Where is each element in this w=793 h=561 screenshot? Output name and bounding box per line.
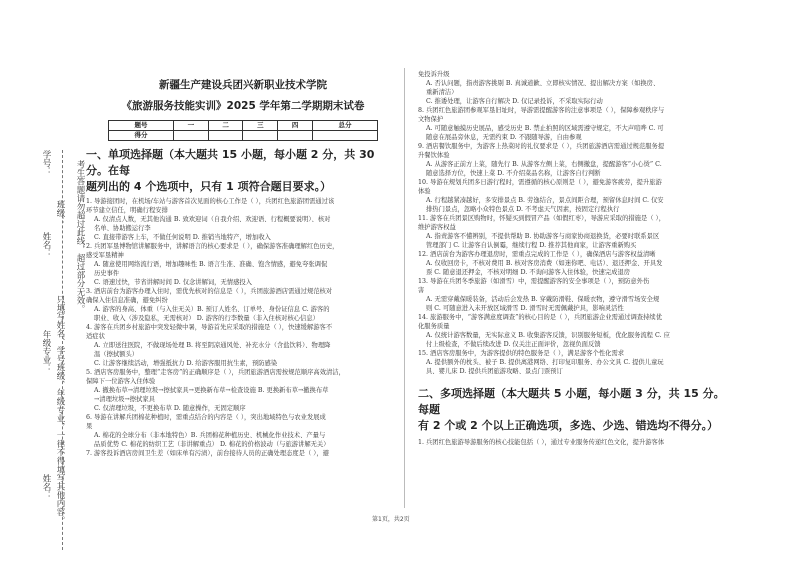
question-line: 果 (86, 423, 93, 430)
answer-option-line: 随意在展品旁休息，无需约束 D. 不跟随导游，自由参观 (426, 134, 582, 141)
score-cell (313, 131, 378, 141)
section1-title: 一、单项选择题（本大题共 15 小题，每小题 2 分，共 30 分。在每 (86, 148, 375, 177)
answer-option-line: A. 可随意触摸历史展品，感受历史 B. 禁止拍照的区域需遵守规定，不大声喧哗 C. 可 (426, 125, 664, 132)
score-cell (278, 131, 313, 141)
question-line: 适症状 (86, 333, 105, 340)
answer-option-line: 历史事件 (94, 270, 120, 277)
question-line: 保障下一位游客入住体验 (86, 378, 156, 385)
answer-option-line: C. 让游客继续活动，增强抵抗力 D. 给游客服用抗生素，预防感染 (94, 360, 278, 367)
answer-option-line: 具、婴儿床 D. 提供兵团旅游攻略、景点门票预订 (426, 368, 563, 375)
score-cell: 二 (208, 121, 243, 131)
section1-title: 题列出的 4 个选项中，只有 1 项符合题目要求。） (86, 180, 332, 193)
question-line: 文物保护 (418, 116, 444, 123)
answer-option-line: 重新清洁） (426, 89, 458, 96)
section2-question: 1. 兵团红色旅游导游服务的核心技能包括（ ），通过专业服务传递红色文化，提升游客体 (418, 439, 665, 446)
notice-vertical: 考生答题请勿超过此线，超过部分无效。 (75, 160, 85, 313)
score-table (108, 120, 378, 141)
answer-option-line: 付上级检查，不做后续改进 D. 仅关注正面评价，忽视负面反馈 (426, 341, 601, 348)
question-line: 13. 导游在兵团冬季旅游（如滑雪）中，需提醒游客的安全事项是（ ），预防意外伤 (418, 278, 650, 285)
question-line: 9. 酒店餐饮服务中，为游客上热菜时的礼仪要求是（ ），兵团旅游酒店需通过规范服务提 (418, 143, 665, 150)
answer-option-line: 随意选择方位，快速上菜 D. 不介绍菜品名称，让游客自行判断 (426, 170, 601, 177)
answer-option-line: 则 C. 可随意进入未开放区域滑雪 D. 滑雪时无需佩戴护具，影响灵活性 (426, 305, 624, 312)
score-cell (173, 131, 208, 141)
section2-title: 二、多项选择题（本大题共 5 小题，每小题 3 分，共 15 分。每题 (418, 387, 725, 416)
score-cell: 题号 (109, 121, 174, 131)
score-table-row (109, 131, 378, 141)
answer-option-line: A. 行程越紧凑越好，多安排景点 B. 劳逸结合，景点间距合理，预留休息时间 C. 仅安 (426, 197, 664, 204)
page-footer: 第1页，共2页 (372, 516, 410, 523)
question-line: 11. 游客在兵团景区购物时，怀疑买到假冒产品（如假红枣），导游应采取的措施是（ ）， (418, 215, 665, 222)
question-line: 3. 酒店前台为游客办理入住时，需优先核对的信息是（ ），兵团旅游酒店需通过规范核对 (86, 288, 333, 295)
score-table-row (109, 121, 378, 131)
answer-option-line: A. 仅清点人数，无其他沟通 B. 致欢迎词（自我介绍、欢迎语、行程概要说明）、核对 (94, 216, 331, 223)
left-column (86, 78, 400, 458)
answer-option-line: 名单、协助搬运行李 (94, 225, 151, 232)
answer-option-line: C. 仅清理垃圾，不更换布草 D. 随意操作，无固定顺序 (94, 405, 246, 412)
student-id-label: 学号： (41, 150, 51, 176)
answer-option-line: A. 游客的身高、体重（与入住无关）B. 预订人姓名、订单号、身份证信息 C. 游客的 (94, 306, 330, 313)
score-cell: 得分 (109, 131, 174, 141)
question-line: 14. 旅游服务中，“游客满意度调查”的核心目的是（ ），兵团旅游企业需通过调查持续优 (418, 314, 662, 321)
answer-option-line: C. 直接带游客上车，不做任何说明 D. 推销当地特产，增加收入 (94, 234, 271, 241)
binding-cut-line (62, 150, 63, 550)
answer-option-line: A. 提供额外的枕头、被子 B. 提供离港网络、打印复印服务、办公文具 C. 提供儿童玩 (426, 359, 664, 366)
left-question-list (86, 197, 400, 458)
answer-option-line: 温（擦拭额头） (94, 351, 139, 358)
answer-option-line: C. 语速过快，节省讲解时间 D. 仅念讲解词，无情感投入 (94, 279, 252, 286)
right-column (418, 70, 730, 447)
score-cell (243, 131, 278, 141)
signature-label: 姓名： (41, 474, 51, 500)
score-cell (208, 131, 243, 141)
answer-option-line: 职业、收入（涉及隐私，无需核对） D. 游客的行李数量（非入住核对核心信息） (94, 315, 319, 322)
exam-title: 《旅游服务技能实训》2025 学年第二学期期末试卷 (121, 100, 365, 112)
question-line: 体验 (418, 188, 431, 195)
answer-option-line: 品质优势 C. 棉花的纺织工艺（非讲解重点） D. 棉花的价格波动（与旅游讲解无关） (94, 441, 330, 448)
question-line: 确保入住信息准确，避免纠纷 (86, 297, 168, 304)
question-line: 6. 导游在讲解兵团棉花种植时，需重点结合的内容是（ ），突出地域特色与农业发展成 (86, 414, 326, 421)
answer-option-line: A. 撤换布草→清理垃圾→擦拭家具→更换新布草→检查设施 B. 更换新布草→撤换布草 (94, 387, 329, 394)
answer-option-line: A. 指责游客不懂辨别，不提供帮助 B. 协助游客与商家协商退换货，必要时联系景区 (426, 233, 660, 240)
answer-option-line: A. 无需穿戴保暖装备，活动后会发热 B. 穿戴防滑鞋、保暖衣物，遵守滑雪场安全规 (426, 296, 660, 303)
score-cell: 三 (243, 121, 278, 131)
answer-option-line: A. 否认问题，指责游客挑剔 B. 真诚道歉、立即核实情况、提出解决方案（如换房、 (426, 80, 660, 87)
question-line: 12. 酒店前台为游客办理退房时，需重点完成的工作是（ ），确保酒店与游客权益清晰 (418, 251, 656, 258)
question-line: 10. 导游在规划兵团多日游行程时，需遵循的核心原则是（ ），避免游客疲劳，提升旅游 (418, 179, 662, 186)
question-line: 7. 游客投诉酒店房间卫生差（如床单有污渍），前台接待人员的正确处理态度是（ ），避 (86, 450, 329, 457)
question-line: 升餐饮体验 (418, 152, 450, 159)
answer-option-line: →清理垃圾→擦拭家具 (94, 396, 155, 403)
answer-option-line: A. 从游客正前方上菜，随先行 B. 从游客左侧上菜，右侧撤盘，提醒游客“小心烫” C. (426, 161, 662, 168)
answer-option-line: A. 立即送往医院，不做现场处理 B. 将至阴凉通风处、补充水分（含盐饮料）、物理降 (94, 342, 331, 349)
question-line: 8. 兵团红色旅游团参观军垦旧址时，导游需提醒游客的注意事项是（ ），保障参观秩序与 (418, 107, 665, 114)
right-question-list (418, 70, 730, 376)
major-label: 年级专业： (41, 330, 51, 373)
section2-title: 有 2 个或 2 个以上正确选项，多选、少选、错选均不得分。） (418, 419, 719, 432)
answer-option-line: A. 仅统计游客数量，无实际意义 B. 收集游客反馈，识别服务短板，优化服务流程 C. 应 (426, 332, 670, 339)
question-line: 害 (418, 287, 425, 294)
question-line: 1. 导游接团时，在机场/车站与游客首次见面的核心工作是（ ），兵团红色旅游团需通过该 (86, 198, 335, 205)
score-cell: 总分 (313, 121, 378, 131)
answer-option-line: C. 推诿处理，让游客自行解决 D. 仅记录投诉，不采取实际行动 (426, 98, 603, 105)
score-cell: 四 (278, 121, 313, 131)
question-line: 4. 游客在兵团乡村旅游中突发轻微中暑，导游首先应采取的措施是（ ），快速缓解游客不 (86, 324, 333, 331)
question-line: 维护游客权益 (418, 224, 456, 231)
question-line: 感受军垦精神 (86, 252, 124, 259)
answer-option-line: 排热门景点，忽略小众特色景点 D. 不考虑天气因素，按固定行程执行 (426, 206, 620, 213)
column-divider (404, 68, 405, 508)
binding-margin (0, 0, 86, 561)
school-name: 新疆生产建设兵团兴新职业技术学院 (159, 79, 327, 91)
answer-option-line: 票 C. 随意退还押金，不核对明细 D. 不询问游客入住体验，快速完成退房 (426, 269, 631, 276)
question-line: 15. 酒店客房服务中，为游客提供的特色服务是（ ），满足游客个性化需求 (418, 350, 625, 357)
answer-option-line: A. 随意使用网络流行语，增加趣味性 B. 语言生准、准确、饱含情感，避免夸张调侃 (94, 261, 328, 268)
question-line: 免投诉升级 (418, 71, 450, 78)
question-line: 5. 酒店客房服务中，整理“走客房”的正确顺序是（ ），兵团旅游酒店需按规范顺序高效清洁， (86, 369, 345, 376)
answer-option-line: 管理部门 C. 让游客自认倒霉，继续行程 D. 推荐其他商家，让游客重新购买 (426, 242, 637, 249)
fill-notice: 只填写姓名、学号班级、年级专业，一律不得填写其他内容。 (55, 295, 65, 525)
score-cell: 一 (173, 121, 208, 131)
answer-option-line: A. 棉花的全球分布（非本地特色）B. 兵团棉花种植历史、机械化作业技术、产量与 (94, 432, 326, 439)
question-line: 2. 兵团军垦博物馆讲解服务中，讲解语言的核心要求是（ ），确保游客准确理解红色历史， (86, 243, 339, 250)
name-label: 姓名： (41, 232, 51, 258)
question-line: 化服务质量 (418, 323, 450, 330)
answer-option-line: A. 仅收回房卡，不核对费用 B. 核对客房消费（如迷你吧、电话）、退还押金、开具发 (426, 260, 663, 267)
question-line: 环节建立信任，明确行程安排 (86, 207, 168, 214)
class-label: 班级： (55, 200, 65, 226)
